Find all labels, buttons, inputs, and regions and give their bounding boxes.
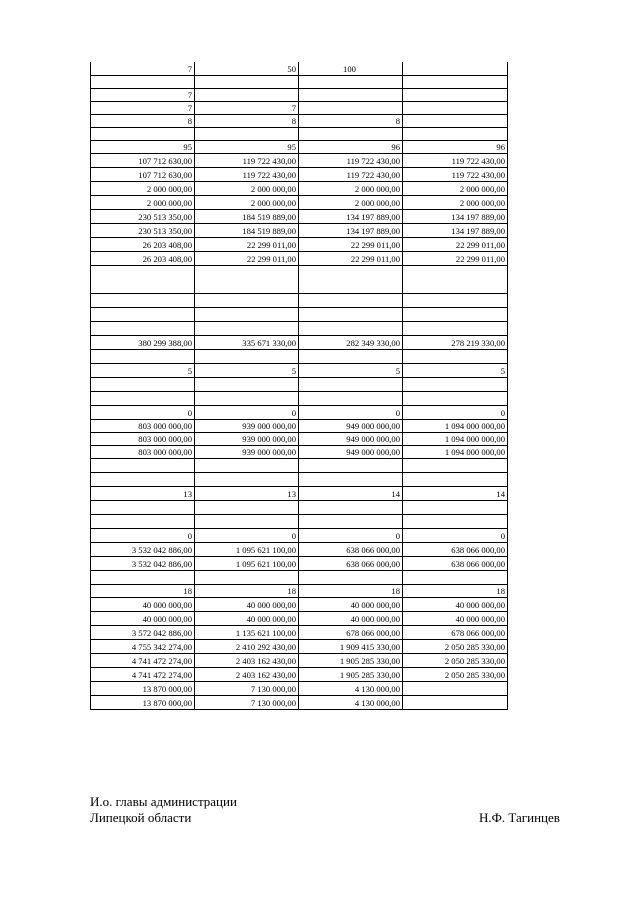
table-cell: 13 870 000,00 xyxy=(91,682,195,696)
table-cell: 40 000 000,00 xyxy=(299,612,403,626)
table-cell xyxy=(403,682,507,696)
table-cell xyxy=(403,459,507,473)
table-row xyxy=(91,612,507,626)
table-cell xyxy=(195,378,299,392)
table-cell: 184 519 889,00 xyxy=(195,224,299,238)
table-cell: 22 299 011,00 xyxy=(299,238,403,252)
table-cell xyxy=(299,473,403,487)
table-cell xyxy=(403,266,507,280)
table-cell xyxy=(403,501,507,515)
table-cell: 26 203 408,00 xyxy=(91,238,195,252)
table-cell xyxy=(195,473,299,487)
table-row xyxy=(91,446,507,459)
table-cell xyxy=(299,501,403,515)
table-cell: 3 532 042 886,00 xyxy=(91,543,195,557)
table-cell xyxy=(91,266,195,280)
table-row xyxy=(91,115,507,128)
table-cell: 2 403 162 430,00 xyxy=(195,668,299,682)
table-row xyxy=(91,141,507,154)
table-row xyxy=(91,543,507,557)
table-row xyxy=(91,529,507,543)
table-cell: 18 xyxy=(403,585,507,598)
table-cell xyxy=(403,76,507,89)
table-cell: 1 094 000 000,00 xyxy=(403,420,507,433)
table-cell: 119 722 430,00 xyxy=(403,154,507,168)
table-cell: 5 xyxy=(403,364,507,378)
table-cell xyxy=(91,76,195,89)
table-row xyxy=(91,76,507,89)
table-cell: 2 000 000,00 xyxy=(403,182,507,196)
table-cell: 134 197 889,00 xyxy=(403,224,507,238)
table-row xyxy=(91,182,507,196)
table-cell xyxy=(403,102,507,115)
table-cell: 0 xyxy=(195,529,299,543)
table-cell: 13 xyxy=(91,487,195,501)
table-cell: 13 870 000,00 xyxy=(91,696,195,710)
table-cell: 335 671 330,00 xyxy=(195,336,299,350)
table-cell xyxy=(195,571,299,585)
table-cell: 40 000 000,00 xyxy=(299,598,403,612)
table-cell xyxy=(91,280,195,294)
table-cell: 96 xyxy=(403,141,507,154)
table-cell: 949 000 000,00 xyxy=(299,420,403,433)
table-cell xyxy=(91,392,195,406)
table-cell xyxy=(403,392,507,406)
table-cell: 2 050 285 330,00 xyxy=(403,654,507,668)
table-cell xyxy=(403,696,507,710)
table-cell xyxy=(299,515,403,529)
table-cell: 95 xyxy=(91,141,195,154)
table-row xyxy=(91,459,507,473)
table-cell xyxy=(195,459,299,473)
table-row xyxy=(91,294,507,308)
table-row xyxy=(91,128,507,141)
table-row xyxy=(91,392,507,406)
table-cell xyxy=(91,571,195,585)
table-cell: 8 xyxy=(91,115,195,128)
table-cell: 2 000 000,00 xyxy=(299,196,403,210)
table-cell: 134 197 889,00 xyxy=(299,210,403,224)
table-cell xyxy=(299,76,403,89)
table-cell xyxy=(299,266,403,280)
table-cell: 7 xyxy=(91,89,195,102)
table-cell: 0 xyxy=(299,529,403,543)
table-row xyxy=(91,668,507,682)
table-cell xyxy=(195,128,299,141)
table-row xyxy=(91,515,507,529)
table-cell: 949 000 000,00 xyxy=(299,433,403,446)
table-row xyxy=(91,210,507,224)
table-cell xyxy=(91,128,195,141)
table-cell xyxy=(91,501,195,515)
table-row xyxy=(91,102,507,115)
table-row xyxy=(91,598,507,612)
table-cell: 184 519 889,00 xyxy=(195,210,299,224)
table-cell: 119 722 430,00 xyxy=(299,154,403,168)
table-cell xyxy=(195,501,299,515)
table-row xyxy=(91,224,507,238)
table-cell: 4 130 000,00 xyxy=(299,696,403,710)
table-cell: 282 349 330,00 xyxy=(299,336,403,350)
table-cell: 638 066 000,00 xyxy=(403,543,507,557)
table-cell: 40 000 000,00 xyxy=(91,598,195,612)
table-cell: 230 513 350,00 xyxy=(91,224,195,238)
table-row xyxy=(91,626,507,640)
table-cell: 2 000 000,00 xyxy=(195,196,299,210)
table-cell: 0 xyxy=(91,406,195,420)
table-cell xyxy=(403,473,507,487)
table-cell: 40 000 000,00 xyxy=(195,612,299,626)
table-cell: 107 712 630,00 xyxy=(91,168,195,182)
table-cell: 638 066 000,00 xyxy=(299,543,403,557)
table-cell xyxy=(299,459,403,473)
table-cell xyxy=(403,115,507,128)
table-cell: 107 712 630,00 xyxy=(91,154,195,168)
table-row xyxy=(91,280,507,294)
table-cell: 949 000 000,00 xyxy=(299,446,403,459)
table-row xyxy=(91,336,507,350)
table-cell: 8 xyxy=(299,115,403,128)
table-row xyxy=(91,682,507,696)
table-cell: 3 532 042 886,00 xyxy=(91,557,195,571)
table-row xyxy=(91,168,507,182)
table-row xyxy=(91,238,507,252)
table-row xyxy=(91,640,507,654)
table-cell: 939 000 000,00 xyxy=(195,433,299,446)
table-cell: 5 xyxy=(91,364,195,378)
table-cell xyxy=(195,322,299,336)
financial-table xyxy=(90,62,508,710)
table-cell xyxy=(299,322,403,336)
table-row xyxy=(91,89,507,102)
table-cell: 1 905 285 330,00 xyxy=(299,654,403,668)
table-cell: 13 xyxy=(195,487,299,501)
table-cell: 7 130 000,00 xyxy=(195,696,299,710)
table-cell: 7 xyxy=(91,102,195,115)
table-row xyxy=(91,364,507,378)
table-cell: 803 000 000,00 xyxy=(91,420,195,433)
table-row xyxy=(91,308,507,322)
table-cell: 1 094 000 000,00 xyxy=(403,433,507,446)
table-cell: 22 299 011,00 xyxy=(195,238,299,252)
table-cell: 2 000 000,00 xyxy=(403,196,507,210)
table-cell: 119 722 430,00 xyxy=(403,168,507,182)
table-row xyxy=(91,196,507,210)
table-row xyxy=(91,654,507,668)
table-cell xyxy=(91,515,195,529)
table-cell: 2 050 285 330,00 xyxy=(403,640,507,654)
table-cell: 4 741 472 274,00 xyxy=(91,668,195,682)
table-cell: 40 000 000,00 xyxy=(195,598,299,612)
table-cell xyxy=(299,128,403,141)
signatory-position-line2: Липецкой области xyxy=(90,810,192,825)
table-cell: 119 722 430,00 xyxy=(195,168,299,182)
table-cell: 2 000 000,00 xyxy=(91,196,195,210)
table-cell: 18 xyxy=(195,585,299,598)
table-cell: 22 299 011,00 xyxy=(299,252,403,266)
table-cell xyxy=(299,102,403,115)
table-row xyxy=(91,252,507,266)
table-cell: 380 299 388,00 xyxy=(91,336,195,350)
table-row xyxy=(91,154,507,168)
table-cell: 678 066 000,00 xyxy=(299,626,403,640)
table-cell xyxy=(403,308,507,322)
table-cell xyxy=(91,322,195,336)
table-cell xyxy=(299,280,403,294)
table-cell: 1 094 000 000,00 xyxy=(403,446,507,459)
table-cell xyxy=(403,350,507,364)
table-cell: 7 xyxy=(195,102,299,115)
table-cell: 939 000 000,00 xyxy=(195,420,299,433)
table-cell: 14 xyxy=(299,487,403,501)
table-cell xyxy=(195,266,299,280)
table-cell: 100 xyxy=(299,62,403,76)
table-cell xyxy=(299,89,403,102)
table-cell: 8 xyxy=(195,115,299,128)
table-cell xyxy=(299,350,403,364)
table-cell xyxy=(299,571,403,585)
table-cell: 5 xyxy=(195,364,299,378)
table-row xyxy=(91,266,507,280)
table-cell: 4 755 342 274,00 xyxy=(91,640,195,654)
signatory-position-line1: И.о. главы администрации xyxy=(90,794,237,809)
table-row xyxy=(91,487,507,501)
table-cell: 803 000 000,00 xyxy=(91,446,195,459)
table-cell: 2 000 000,00 xyxy=(195,182,299,196)
table-cell: 7 xyxy=(91,62,195,76)
table-row xyxy=(91,696,507,710)
table-cell xyxy=(299,308,403,322)
table-cell: 2 050 285 330,00 xyxy=(403,668,507,682)
table-row xyxy=(91,473,507,487)
table-cell: 2 000 000,00 xyxy=(299,182,403,196)
table-row xyxy=(91,322,507,336)
table-cell: 40 000 000,00 xyxy=(403,612,507,626)
table-cell: 1 909 415 330,00 xyxy=(299,640,403,654)
table-cell: 22 299 011,00 xyxy=(403,238,507,252)
table-cell xyxy=(195,280,299,294)
table-cell xyxy=(91,473,195,487)
table-cell xyxy=(195,308,299,322)
table-cell: 96 xyxy=(299,141,403,154)
table-cell: 18 xyxy=(91,585,195,598)
table-cell xyxy=(195,392,299,406)
table-cell xyxy=(195,89,299,102)
table-cell: 638 066 000,00 xyxy=(299,557,403,571)
table-row xyxy=(91,350,507,364)
table-cell: 1 095 621 100,00 xyxy=(195,557,299,571)
table-cell: 803 000 000,00 xyxy=(91,433,195,446)
table-cell: 230 513 350,00 xyxy=(91,210,195,224)
table-cell xyxy=(299,294,403,308)
table-cell xyxy=(403,571,507,585)
table-cell: 3 572 042 886,00 xyxy=(91,626,195,640)
table-row xyxy=(91,406,507,420)
table-cell: 40 000 000,00 xyxy=(91,612,195,626)
table-cell xyxy=(403,128,507,141)
table-cell: 1 135 621 100,00 xyxy=(195,626,299,640)
table-cell: 40 000 000,00 xyxy=(403,598,507,612)
table-cell xyxy=(403,378,507,392)
table-cell: 0 xyxy=(403,529,507,543)
table-row xyxy=(91,62,507,76)
table-row xyxy=(91,557,507,571)
table-cell xyxy=(195,76,299,89)
table-row xyxy=(91,501,507,515)
table-cell: 939 000 000,00 xyxy=(195,446,299,459)
table-cell: 2 410 292 430,00 xyxy=(195,640,299,654)
table-cell xyxy=(91,378,195,392)
table-cell: 4 130 000,00 xyxy=(299,682,403,696)
table-cell: 678 066 000,00 xyxy=(403,626,507,640)
table-cell: 0 xyxy=(403,406,507,420)
table-cell: 0 xyxy=(195,406,299,420)
table-cell: 14 xyxy=(403,487,507,501)
table-row xyxy=(91,433,507,446)
table-cell: 26 203 408,00 xyxy=(91,252,195,266)
table-row xyxy=(91,585,507,598)
table-cell: 18 xyxy=(299,585,403,598)
table-cell xyxy=(91,308,195,322)
table-cell: 5 xyxy=(299,364,403,378)
table-cell: 119 722 430,00 xyxy=(299,168,403,182)
table-cell: 1 905 285 330,00 xyxy=(299,668,403,682)
table-cell xyxy=(403,515,507,529)
table-cell: 638 066 000,00 xyxy=(403,557,507,571)
table-cell: 1 095 621 100,00 xyxy=(195,543,299,557)
table-cell: 22 299 011,00 xyxy=(195,252,299,266)
table-cell xyxy=(403,62,507,76)
table-cell xyxy=(403,280,507,294)
table-cell: 278 219 330,00 xyxy=(403,336,507,350)
table-cell xyxy=(91,350,195,364)
table-cell xyxy=(195,515,299,529)
table-row xyxy=(91,571,507,585)
table-cell: 50 xyxy=(195,62,299,76)
table-cell: 0 xyxy=(91,529,195,543)
table-cell xyxy=(299,378,403,392)
table-cell xyxy=(403,294,507,308)
table-cell: 95 xyxy=(195,141,299,154)
table-cell xyxy=(403,89,507,102)
table-cell xyxy=(91,294,195,308)
table-cell: 7 130 000,00 xyxy=(195,682,299,696)
table-cell: 2 403 162 430,00 xyxy=(195,654,299,668)
table-cell xyxy=(195,350,299,364)
table-cell: 22 299 011,00 xyxy=(403,252,507,266)
signatory-name: Н.Ф. Тагинцев xyxy=(479,810,560,825)
table-cell xyxy=(195,294,299,308)
table-cell: 134 197 889,00 xyxy=(299,224,403,238)
table-cell: 134 197 889,00 xyxy=(403,210,507,224)
table-cell: 0 xyxy=(299,406,403,420)
table-cell xyxy=(91,459,195,473)
table-cell xyxy=(403,322,507,336)
table-row xyxy=(91,420,507,433)
table-cell: 4 741 472 274,00 xyxy=(91,654,195,668)
table-row xyxy=(91,378,507,392)
table-cell: 2 000 000,00 xyxy=(91,182,195,196)
table-cell: 119 722 430,00 xyxy=(195,154,299,168)
table-cell xyxy=(299,392,403,406)
